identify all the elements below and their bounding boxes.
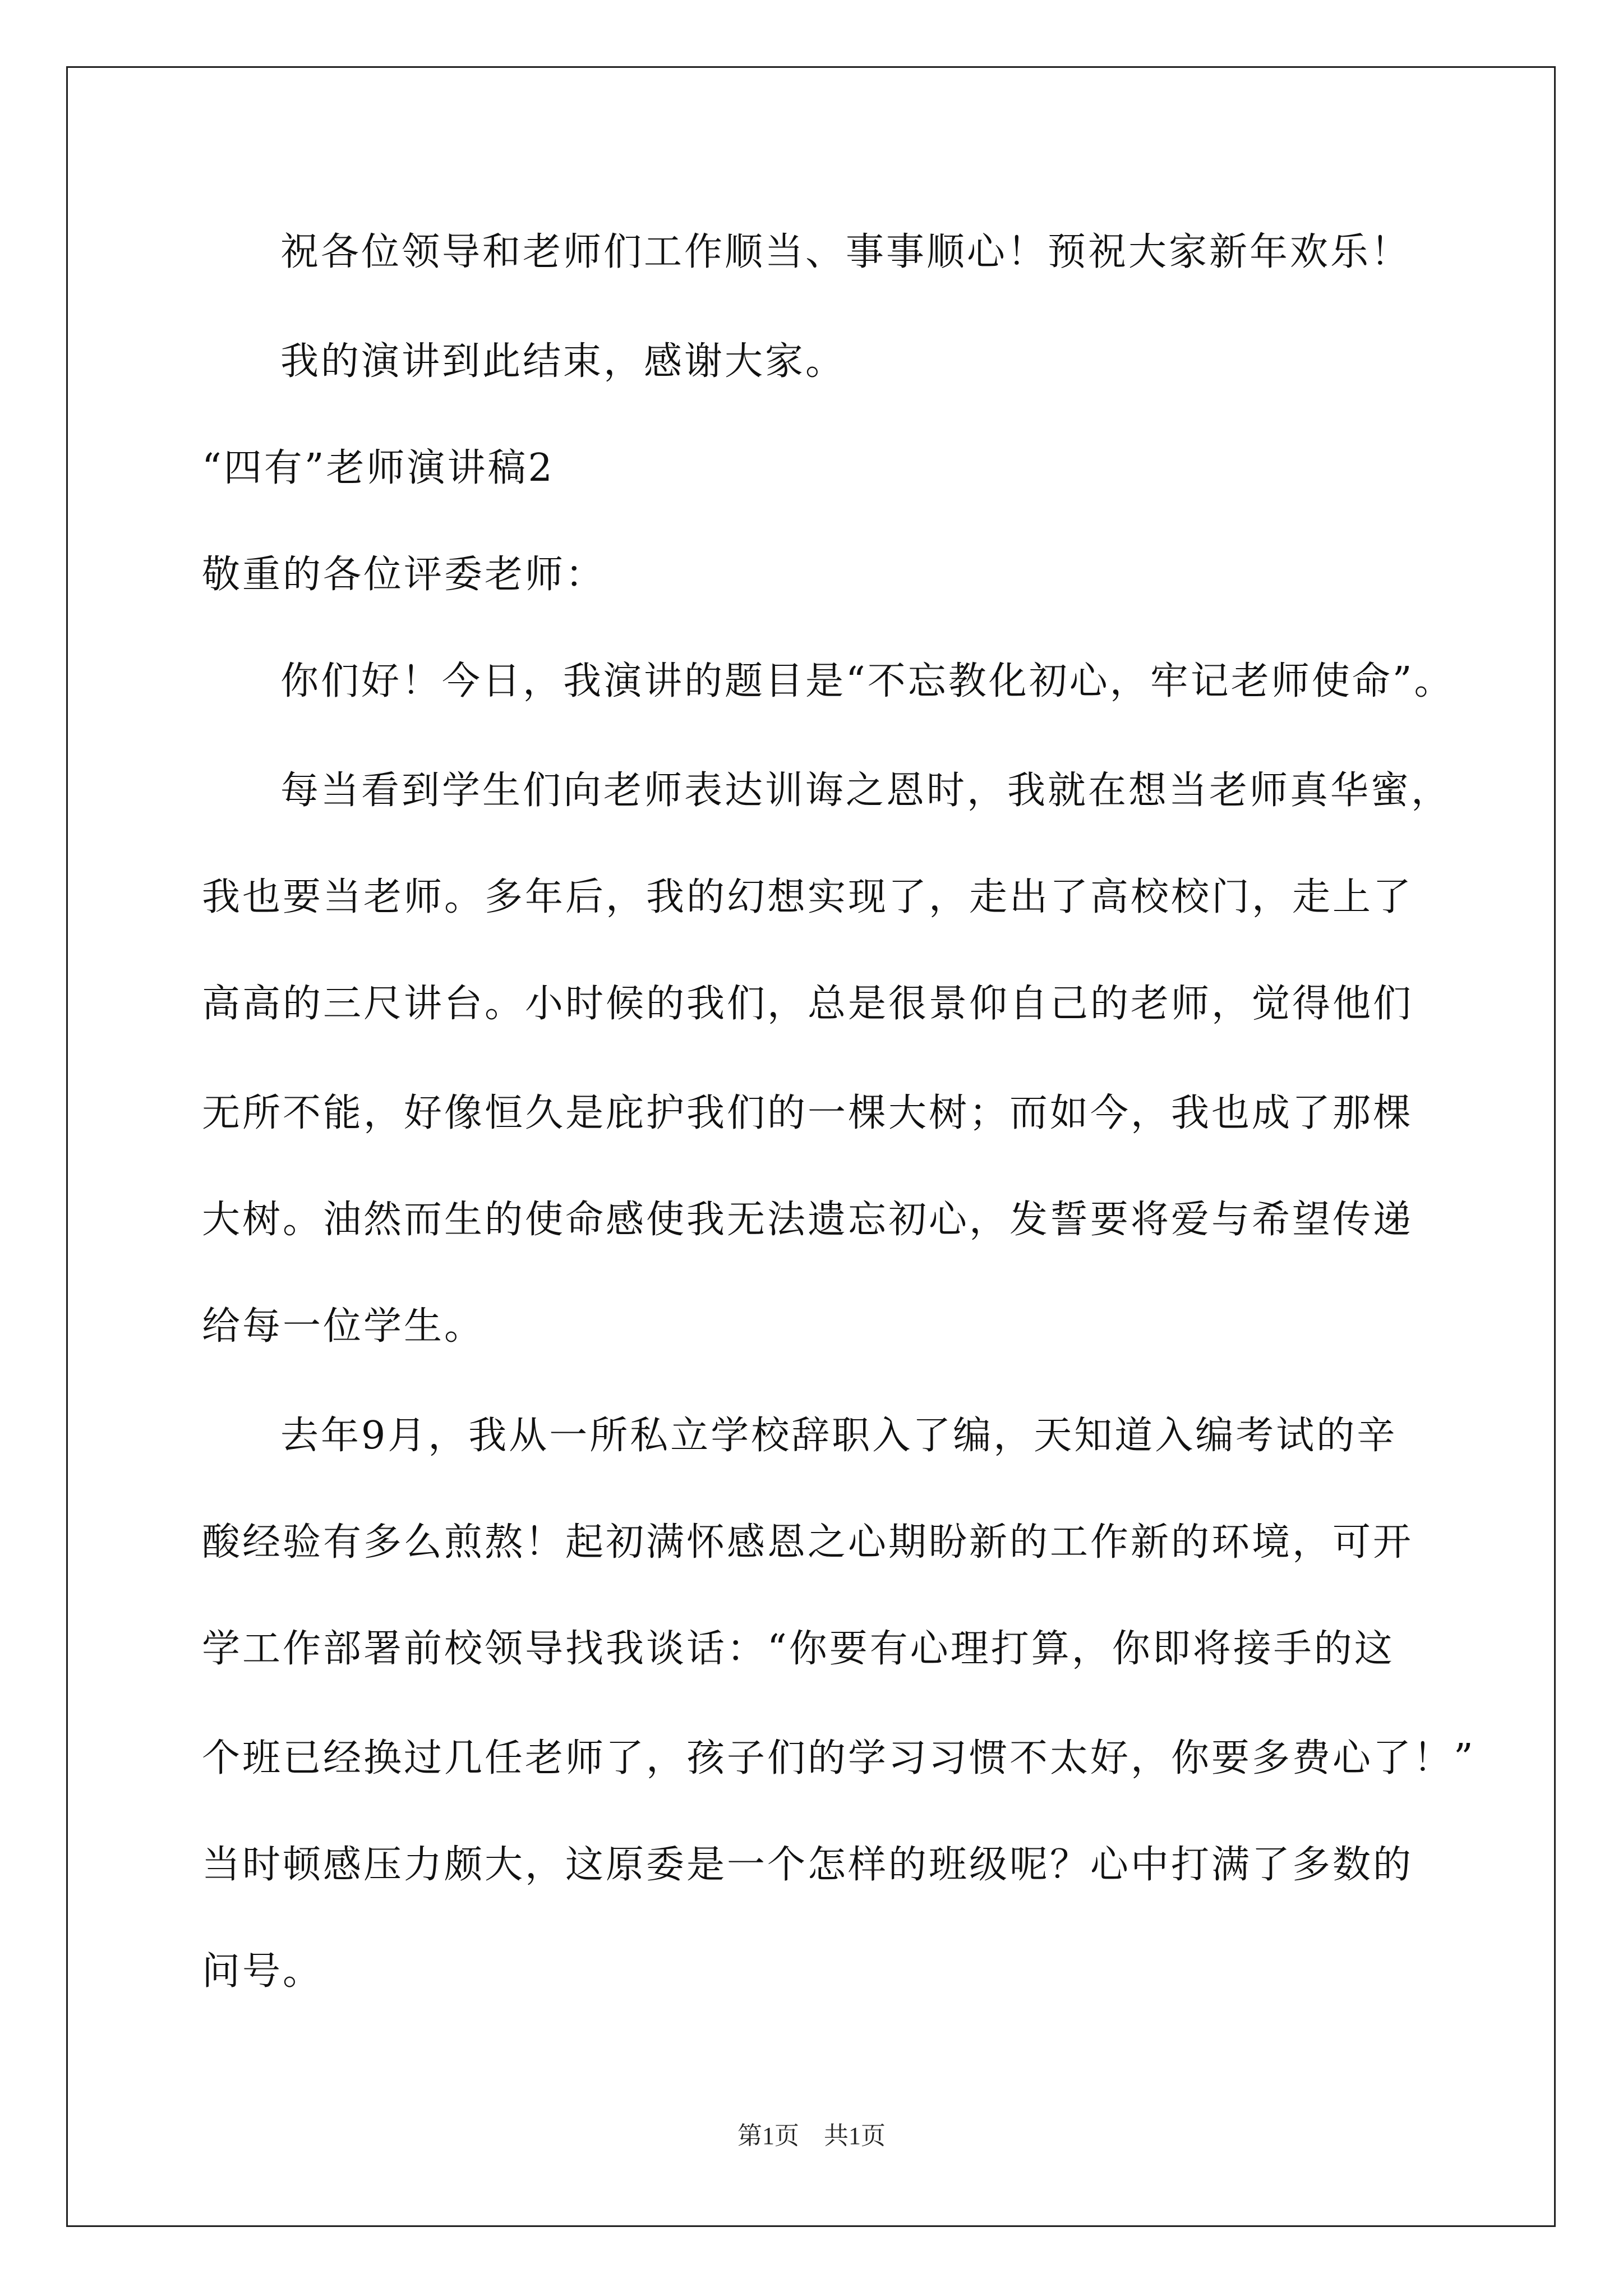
paragraph-line: 个班已经换过几任老师了，孩子们的学习习惯不太好，你要多费心了！” bbox=[202, 1736, 1476, 1780]
page-border bbox=[66, 66, 1556, 2227]
salutation: 敬重的各位评委老师： bbox=[202, 553, 606, 597]
paragraph-line: 酸经验有多么煎熬！起初满怀感恩之心期盼新的工作新的环境，可开 bbox=[202, 1520, 1414, 1565]
paragraph-line: 祝各位领导和老师们工作顺当、事事顺心！预祝大家新年欢乐！ bbox=[280, 230, 1412, 274]
paragraph-line: 我的演讲到此结束，感谢大家。 bbox=[280, 339, 846, 384]
paragraph-line: 每当看到学生们向老师表达训诲之恩时，我就在想当老师真华蜜， bbox=[280, 769, 1452, 813]
paragraph-line: 当时顿感压力颇大，这原委是一个怎样的班级呢？心中打满了多数的 bbox=[202, 1843, 1414, 1887]
paragraph-line: 高高的三尺讲台。小时候的我们，总是很景仰自己的老师，觉得他们 bbox=[202, 982, 1414, 1026]
section-heading: “四有”老师演讲稿2 bbox=[202, 446, 555, 490]
paragraph-line: 去年9月，我从一所私立学校辞职入了编，天知道入编考试的辛 bbox=[280, 1414, 1398, 1458]
paragraph-line: 学工作部署前校领导找我谈话：“你要有心理打算，你即将接手的这 bbox=[202, 1627, 1395, 1671]
paragraph-line: 给每一位学生。 bbox=[202, 1304, 485, 1349]
page-number-footer: 第1页 共1页 bbox=[737, 2122, 886, 2150]
paragraph-line: 你们好！今日，我演讲的题目是“不忘教化初心，牢记老师使命”。 bbox=[280, 659, 1455, 703]
paragraph-line: 问号。 bbox=[202, 1949, 324, 1994]
paragraph-line: 无所不能，好像恒久是庇护我们的一棵大树；而如今，我也成了那棵 bbox=[202, 1091, 1414, 1135]
paragraph-line: 我也要当老师。多年后，我的幻想实现了，走出了高校校门，走上了 bbox=[202, 875, 1414, 919]
paragraph-line: 大树。油然而生的使命感使我无法遗忘初心，发誓要将爱与希望传递 bbox=[202, 1198, 1414, 1242]
